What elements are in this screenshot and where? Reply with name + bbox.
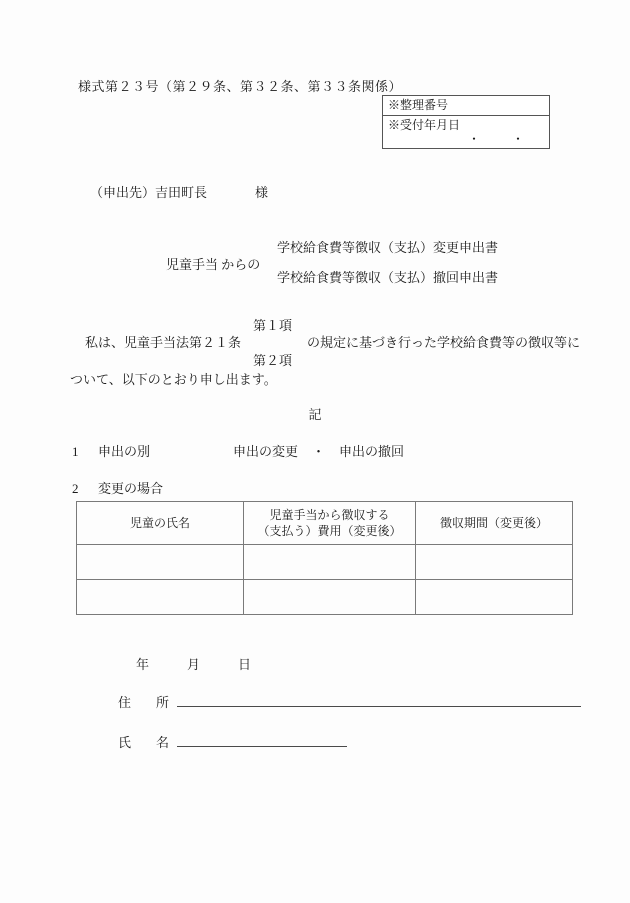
signature-name-input[interactable]: [177, 734, 347, 747]
body-clause-option-1: 第１項: [253, 318, 293, 333]
title-left-phrase: 児童手当 からの: [166, 257, 261, 272]
item-1-title: 申出の別: [98, 444, 151, 459]
body-line2: ついて、以下のとおり申し出ます。: [70, 372, 277, 387]
signature-address-label: 住 所: [118, 695, 176, 710]
table-cell-collected-cost[interactable]: [244, 545, 416, 580]
item-1-choices: [233, 441, 404, 460]
body-line1-head: 私は、児童手当法第２１条: [85, 335, 242, 350]
item-1-number: 1: [72, 444, 79, 459]
signature-date-line: [136, 654, 251, 673]
addressee-prefix: （申出先）吉田町長: [90, 185, 208, 200]
table-cell-collected-cost[interactable]: [244, 580, 416, 615]
stamp-date-dot-2: ・: [512, 132, 525, 146]
item-1-label: [72, 441, 150, 460]
title-option-withdraw: 学校給食費等徴収（支払）撤回申出書: [277, 270, 499, 285]
stamp-date-dot-1: ・: [468, 132, 481, 146]
signature-name-line: [118, 732, 347, 751]
stamp-row-receipt-date: [383, 116, 549, 148]
receipt-stamp-box: [382, 95, 550, 149]
form-number: 様式第２３号（第２９条、第３２条、第３３条関係）: [78, 79, 403, 94]
table-row: [77, 580, 573, 615]
record-mark: 記: [308, 407, 322, 422]
stamp-receipt-date-label: ※受付年月日: [388, 118, 461, 132]
item-2-label: [72, 478, 163, 497]
signature-address-line: [118, 692, 581, 711]
table-cell-child-name[interactable]: [77, 545, 244, 580]
item-1-choice-withdraw[interactable]: 申出の撤回: [339, 444, 405, 459]
signature-month-label[interactable]: 月: [187, 657, 201, 672]
table-header-collected-cost-line2: （支払う）費用（変更後）: [257, 524, 402, 538]
signature-address-input[interactable]: [177, 694, 581, 707]
item-1-choice-change[interactable]: 申出の変更: [233, 444, 299, 459]
signature-day-label[interactable]: 日: [238, 657, 252, 672]
item-2-title: 変更の場合: [98, 481, 164, 496]
table-header-child-name: 児童の氏名: [77, 502, 244, 545]
body-clause-option-2: 第２項: [253, 353, 293, 368]
signature-year-label[interactable]: 年: [136, 657, 150, 672]
table-cell-child-name[interactable]: [77, 580, 244, 615]
addressee-honorific: 様: [255, 185, 269, 200]
table-row: [77, 545, 573, 580]
body-line1-tail: の規定に基づき行った学校給食費等の徴収等に: [307, 335, 581, 350]
table-header-collected-cost: [244, 502, 416, 545]
change-details-table: [76, 501, 573, 615]
stamp-row-reference-number: ※整理番号: [383, 96, 549, 116]
addressee-line: [90, 182, 268, 201]
table-cell-collection-period[interactable]: [416, 580, 573, 615]
table-header-collection-period: 徴収期間（変更後）: [416, 502, 573, 545]
item-1-choice-separator: ・: [312, 444, 326, 459]
table-header-row: [77, 502, 573, 545]
title-option-change: 学校給食費等徴収（支払）変更申出書: [277, 240, 499, 255]
signature-name-label: 氏 名: [118, 735, 176, 750]
item-2-number: 2: [72, 481, 79, 496]
table-cell-collection-period[interactable]: [416, 545, 573, 580]
table-header-collected-cost-line1: 児童手当から徴収する: [269, 508, 390, 522]
